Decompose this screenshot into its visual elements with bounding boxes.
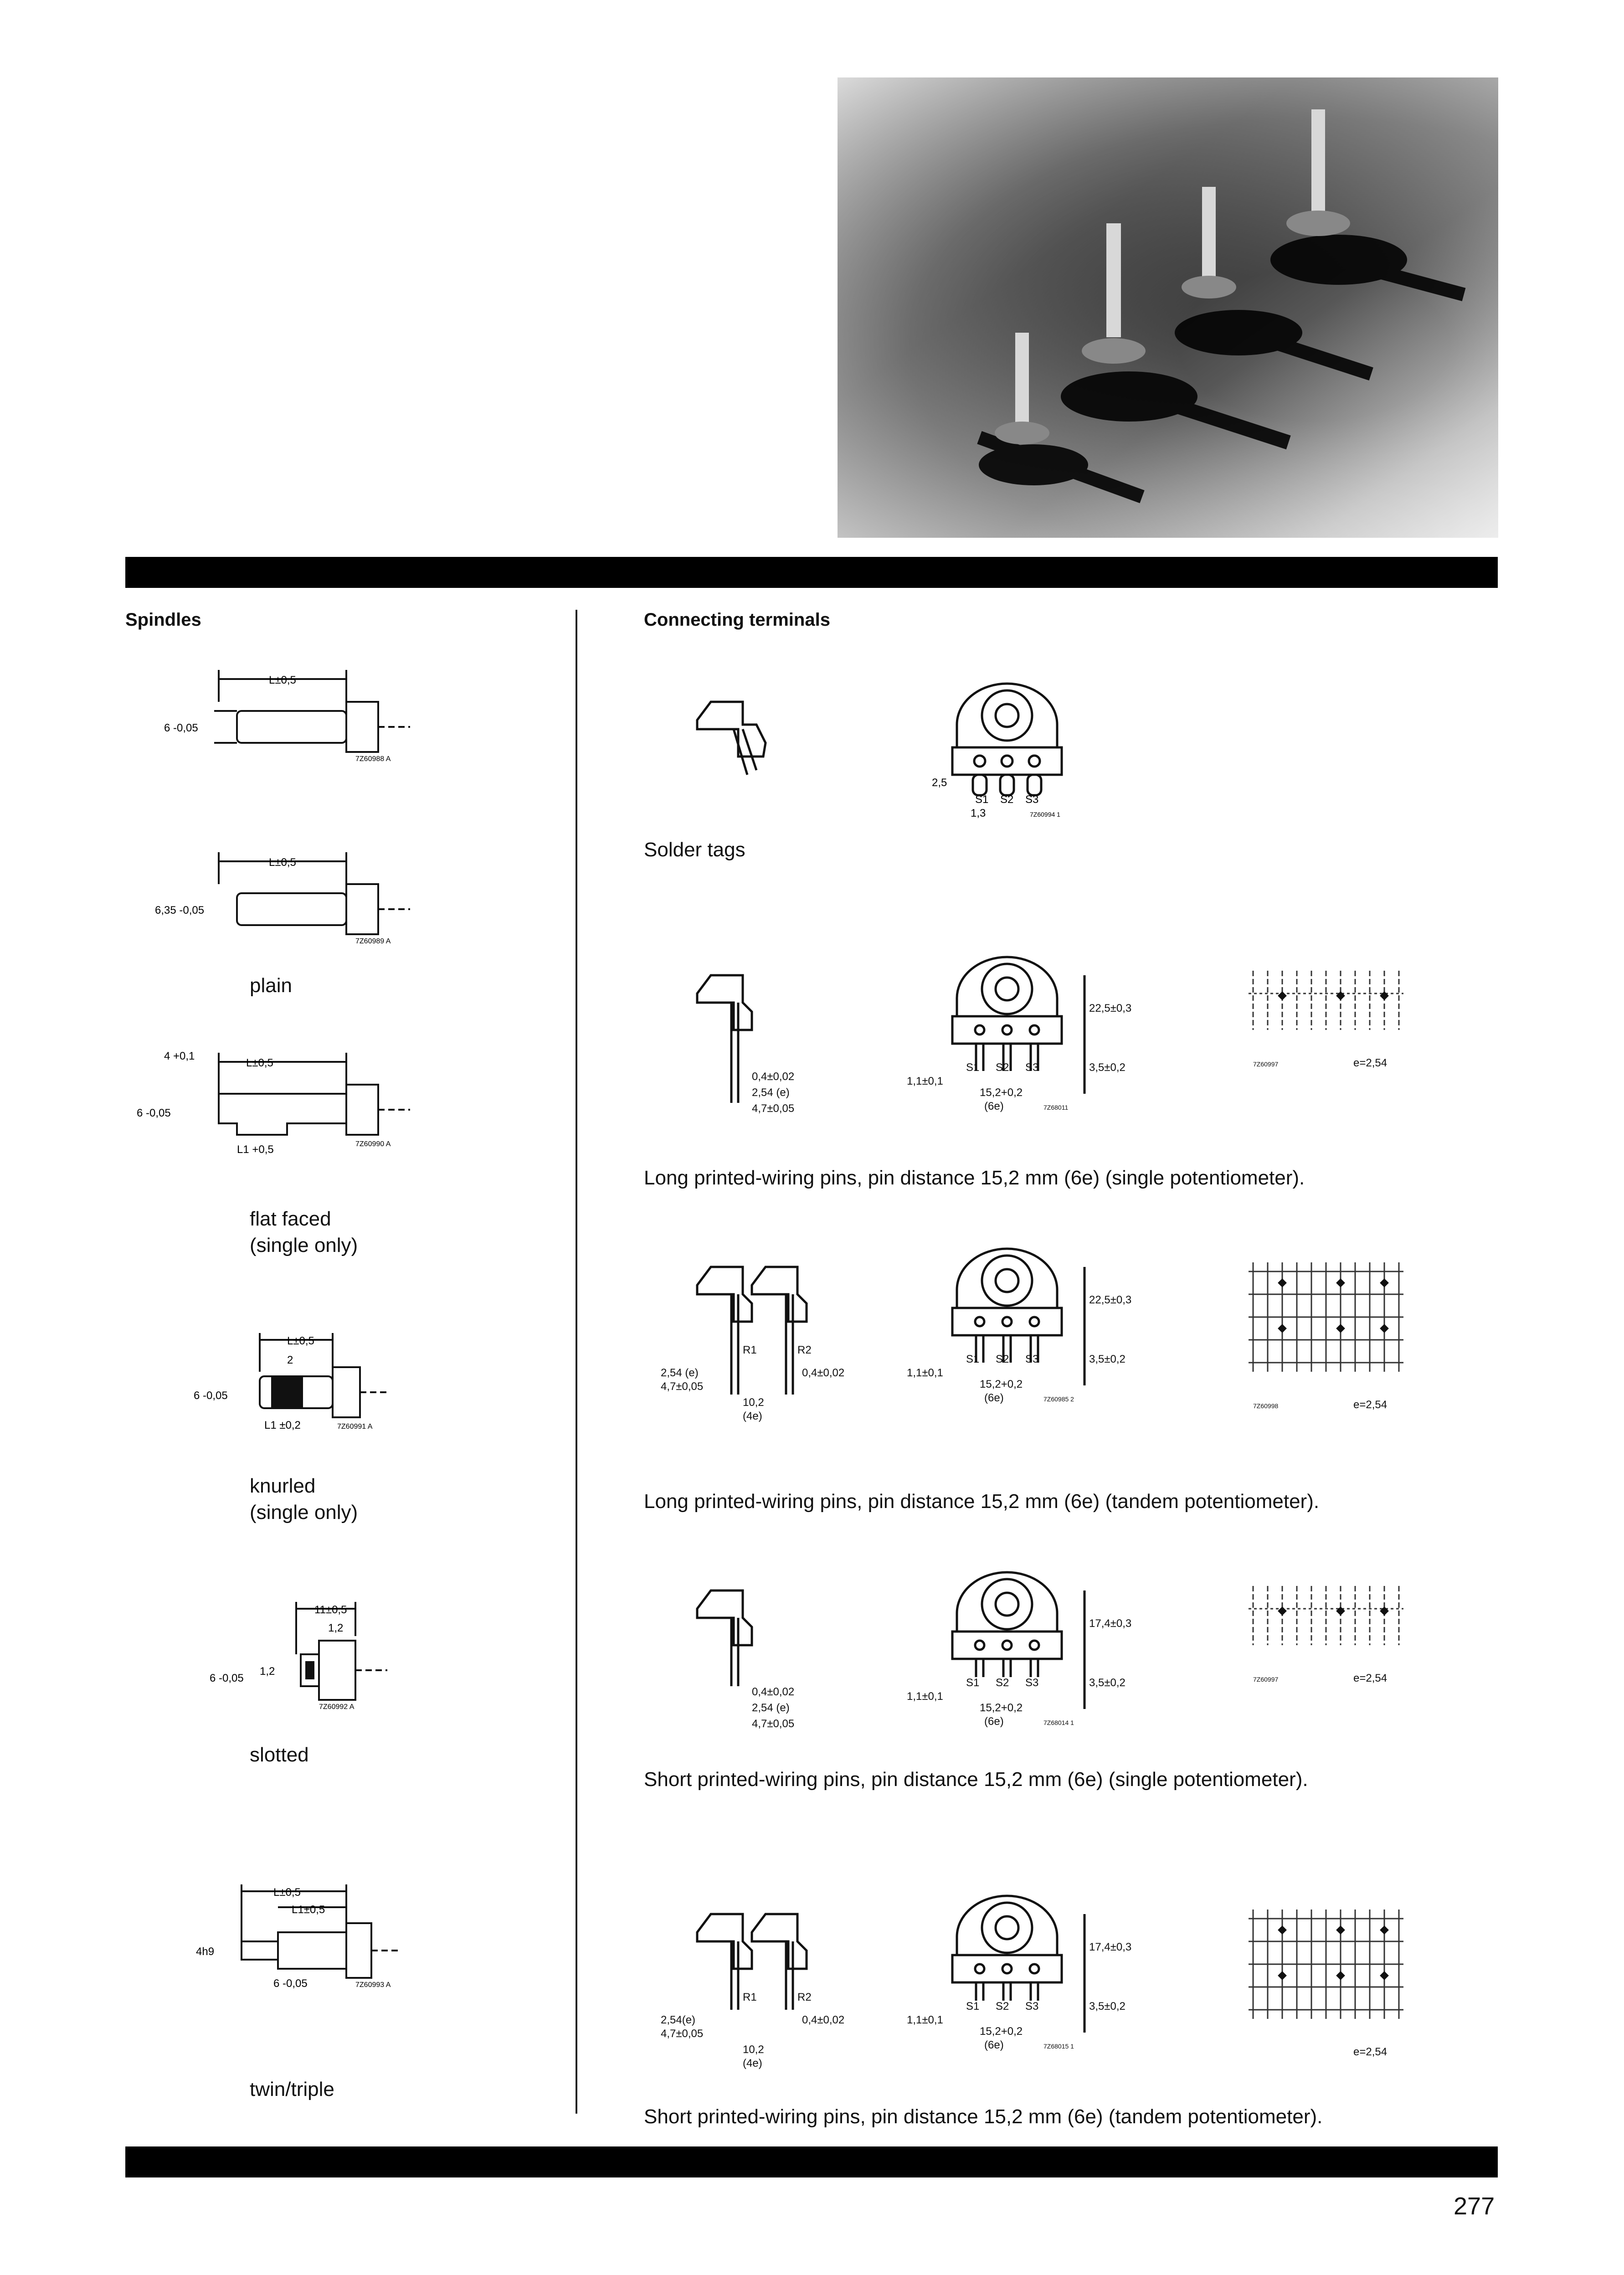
- spindle-drawing-5: [191, 1595, 437, 1709]
- solder-code: 7Z60994 1: [1030, 811, 1060, 818]
- pin-side-3-d2: 2,54 (e): [752, 1702, 790, 1714]
- pin-front-2-s2: S2: [996, 1353, 1009, 1365]
- pin-side-2-r2: R2: [797, 1344, 812, 1356]
- pin-side-drawing-2: [661, 1249, 852, 1431]
- pin-front-1-spacing: 3,5±0,2: [1089, 1061, 1125, 1074]
- pin-front-3-s1: S1: [966, 1677, 980, 1689]
- spindle-6-inner: 4h9: [196, 1946, 215, 1958]
- terminal-row-caption-4: Short printed-wiring pins, pin distance 15,2 mm (6e) (tandem potentiometer).: [644, 2105, 1323, 2128]
- spindle-5-length: 11±0,5: [314, 1604, 347, 1616]
- terminals-heading: Connecting terminals: [644, 610, 830, 630]
- spindle-4-caption: knurled: [250, 1475, 316, 1497]
- pin-front-3-e6: (6e): [984, 1715, 1004, 1728]
- pin-side-drawing-4: [661, 1896, 852, 2078]
- pin-front-4-spacing: 3,5±0,2: [1089, 2000, 1125, 2012]
- terminal-row-caption-1: Long printed-wiring pins, pin distance 15,2 mm (6e) (single potentiometer).: [644, 1167, 1305, 1189]
- potentiometer-photo: [838, 77, 1498, 538]
- top-bar: [125, 557, 1498, 588]
- spindle-4-diameter: 6 -0,05: [194, 1390, 228, 1402]
- spindle-4-l1: L1 ±0,2: [264, 1419, 301, 1431]
- pin-front-4-w: 15,2+0,2: [980, 2025, 1023, 2038]
- pin-front-drawing-1: [893, 957, 1148, 1139]
- pin-front-4-l: 1,1±0,1: [907, 2014, 943, 2026]
- pin-side-4-r2: R2: [797, 1991, 812, 2003]
- spindle-4-code: 7Z60991 A: [337, 1423, 373, 1431]
- pin-front-2-spacing: 3,5±0,2: [1089, 1353, 1125, 1365]
- pin-side-2-d4: 10,2: [743, 1396, 764, 1409]
- spindle-6-length: L±0,5: [273, 1886, 301, 1899]
- spindle-2-diameter: 6,35 -0,05: [155, 904, 205, 916]
- column-divider: [576, 610, 577, 2114]
- pin-side-4-d4: 10,2: [743, 2043, 764, 2056]
- pin-grid-1: [1249, 971, 1413, 1153]
- solder-tags-caption: Solder tags: [644, 839, 745, 861]
- solder-s2: S2: [1000, 793, 1014, 806]
- solder-tag-side-drawing: [684, 684, 802, 784]
- pin-front-3-code: 7Z68014 1: [1043, 1719, 1074, 1726]
- spindle-3-code: 7Z60990 A: [355, 1140, 391, 1148]
- pin-front-2-w: 15,2+0,2: [980, 1378, 1023, 1390]
- pin-side-3-d1: 0,4±0,02: [752, 1686, 795, 1698]
- pin-side-4-d5: (4e): [743, 2057, 762, 2069]
- pin-front-3-spacing: 3,5±0,2: [1089, 1677, 1125, 1689]
- spindle-2-code: 7Z60989 A: [355, 937, 391, 945]
- pin-front-2-l: 1,1±0,1: [907, 1367, 943, 1379]
- pin-grid-2: [1249, 1262, 1413, 1445]
- pin-front-3-height: 17,4±0,3: [1089, 1617, 1132, 1630]
- pin-grid-1-code: 7Z60997: [1253, 1060, 1279, 1068]
- spindle-3-diameter: 6 -0,05: [137, 1107, 171, 1119]
- solder-dim-13: 1,3: [971, 807, 986, 819]
- pin-side-2-d3: 4,7±0,05: [661, 1380, 704, 1393]
- pin-front-drawing-4: [893, 1896, 1148, 2078]
- pin-front-2-code: 7Z60985 2: [1043, 1395, 1074, 1403]
- pin-side-2-d2: 2,54 (e): [661, 1367, 699, 1379]
- spindle-6-caption: twin/triple: [250, 2078, 334, 2100]
- pin-side-4-d3: 4,7±0,05: [661, 2028, 704, 2040]
- spindle-5-code: 7Z60992 A: [319, 1703, 355, 1711]
- spindle-4-knurl: 2: [287, 1354, 293, 1366]
- spindle-3-length: L±0,5: [246, 1057, 273, 1069]
- pin-grid-1-e: e=2,54: [1353, 1057, 1388, 1069]
- pin-side-1-d3: 4,7±0,05: [752, 1102, 795, 1115]
- spindle-3-caption-2: (single only): [250, 1234, 358, 1256]
- pin-side-1-d2: 2,54 (e): [752, 1086, 790, 1099]
- spindle-5-caption: slotted: [250, 1744, 309, 1766]
- pin-front-1-w: 15,2+0,2: [980, 1086, 1023, 1099]
- pin-side-3-d3: 4,7±0,05: [752, 1718, 795, 1730]
- spindle-5-slot-side: 1,2: [260, 1665, 275, 1678]
- pin-grid-3-code: 7Z60997: [1253, 1676, 1279, 1683]
- solder-s3: S3: [1025, 793, 1039, 806]
- pin-front-1-height: 22,5±0,3: [1089, 1002, 1132, 1014]
- solder-tag-front-drawing: [907, 684, 1098, 820]
- pin-grid-3: [1249, 1586, 1413, 1768]
- pin-side-1-d1: 0,4±0,02: [752, 1071, 795, 1083]
- pin-side-2-d5: (4e): [743, 1410, 762, 1422]
- spindle-drawing-6: [191, 1878, 437, 1996]
- spindle-6-diameter: 6 -0,05: [273, 1977, 308, 1990]
- bottom-bar: [125, 2146, 1498, 2177]
- pin-front-3-s2: S2: [996, 1677, 1009, 1689]
- pin-front-3-l: 1,1±0,1: [907, 1690, 943, 1703]
- page-number: 277: [1454, 2193, 1495, 2220]
- pin-grid-2-e: e=2,54: [1353, 1399, 1388, 1411]
- pin-front-drawing-3: [893, 1572, 1148, 1755]
- spindle-1-diameter: 6 -0,05: [164, 722, 198, 734]
- pin-side-4-d2: 2,54(e): [661, 2014, 696, 2026]
- pin-front-2-s3: S3: [1025, 1353, 1039, 1365]
- pin-front-4-s2: S2: [996, 2000, 1009, 2012]
- pin-side-2-r1: R1: [743, 1344, 757, 1356]
- spindle-6-l1: L1±0,5: [292, 1904, 325, 1916]
- pin-front-4-e6: (6e): [984, 2039, 1004, 2051]
- spindle-5-slot: 1,2: [328, 1622, 344, 1634]
- pin-front-1-s3: S3: [1025, 1061, 1039, 1074]
- pin-front-drawing-2: [893, 1249, 1148, 1431]
- pin-front-1-s2: S2: [996, 1061, 1009, 1074]
- pin-side-drawing-1: [661, 957, 852, 1139]
- spindle-4-caption-2: (single only): [250, 1501, 358, 1524]
- pin-front-3-s3: S3: [1025, 1677, 1039, 1689]
- spindle-4-length: L±0,5: [287, 1335, 314, 1347]
- spindle-6-code: 7Z60993 A: [355, 1981, 391, 1989]
- pin-grid-4-e: e=2,54: [1353, 2046, 1388, 2058]
- pin-front-1-s1: S1: [966, 1061, 980, 1074]
- spindle-drawing-4: [182, 1326, 437, 1440]
- spindle-1-code: 7Z60988 A: [355, 755, 391, 763]
- spindle-drawing-3: [137, 1044, 437, 1162]
- spindle-3-flat: 4 +0,1: [164, 1050, 195, 1062]
- spindle-drawing-1: [155, 665, 428, 770]
- pin-front-3-w: 15,2+0,2: [980, 1702, 1023, 1714]
- solder-dim-25: 2,5: [932, 777, 947, 789]
- spindle-2-caption: plain: [250, 974, 292, 997]
- pin-side-2-d1: 0,4±0,02: [802, 1367, 845, 1379]
- pin-grid-2-code: 7Z60998: [1253, 1402, 1279, 1410]
- pin-front-2-s1: S1: [966, 1353, 980, 1365]
- pin-front-2-height: 22,5±0,3: [1089, 1294, 1132, 1306]
- spindle-5-diameter: 6 -0,05: [210, 1672, 244, 1684]
- pin-front-1-l: 1,1±0,1: [907, 1075, 943, 1087]
- pin-front-1-code: 7Z68011: [1043, 1104, 1069, 1111]
- spindle-drawing-2: [155, 848, 428, 952]
- pin-grid-4: [1249, 1910, 1413, 2092]
- solder-s1: S1: [975, 793, 989, 806]
- pin-front-4-code: 7Z68015 1: [1043, 2043, 1074, 2050]
- spindle-2-length: L±0,5: [269, 856, 296, 869]
- pin-grid-3-e: e=2,54: [1353, 1672, 1388, 1684]
- potentiometer-photo-icon: [838, 77, 1498, 538]
- pin-front-2-e6: (6e): [984, 1392, 1004, 1404]
- spindle-3-l1: L1 +0,5: [237, 1143, 274, 1156]
- pin-front-1-e6: (6e): [984, 1100, 1004, 1112]
- pin-front-4-height: 17,4±0,3: [1089, 1941, 1132, 1953]
- pin-side-drawing-3: [661, 1572, 852, 1755]
- pin-front-4-s1: S1: [966, 2000, 980, 2012]
- terminal-row-caption-2: Long printed-wiring pins, pin distance 15,2 mm (6e) (tandem potentiometer).: [644, 1490, 1320, 1513]
- terminal-row-caption-3: Short printed-wiring pins, pin distance 15,2 mm (6e) (single potentiometer).: [644, 1768, 1308, 1791]
- spindles-heading: Spindles: [125, 610, 201, 630]
- pin-side-4-d1: 0,4±0,02: [802, 2014, 845, 2026]
- spindle-3-caption: flat faced: [250, 1208, 331, 1230]
- spindle-1-length: L±0,5: [269, 674, 296, 686]
- pin-side-4-r1: R1: [743, 1991, 757, 2003]
- pin-front-4-s3: S3: [1025, 2000, 1039, 2012]
